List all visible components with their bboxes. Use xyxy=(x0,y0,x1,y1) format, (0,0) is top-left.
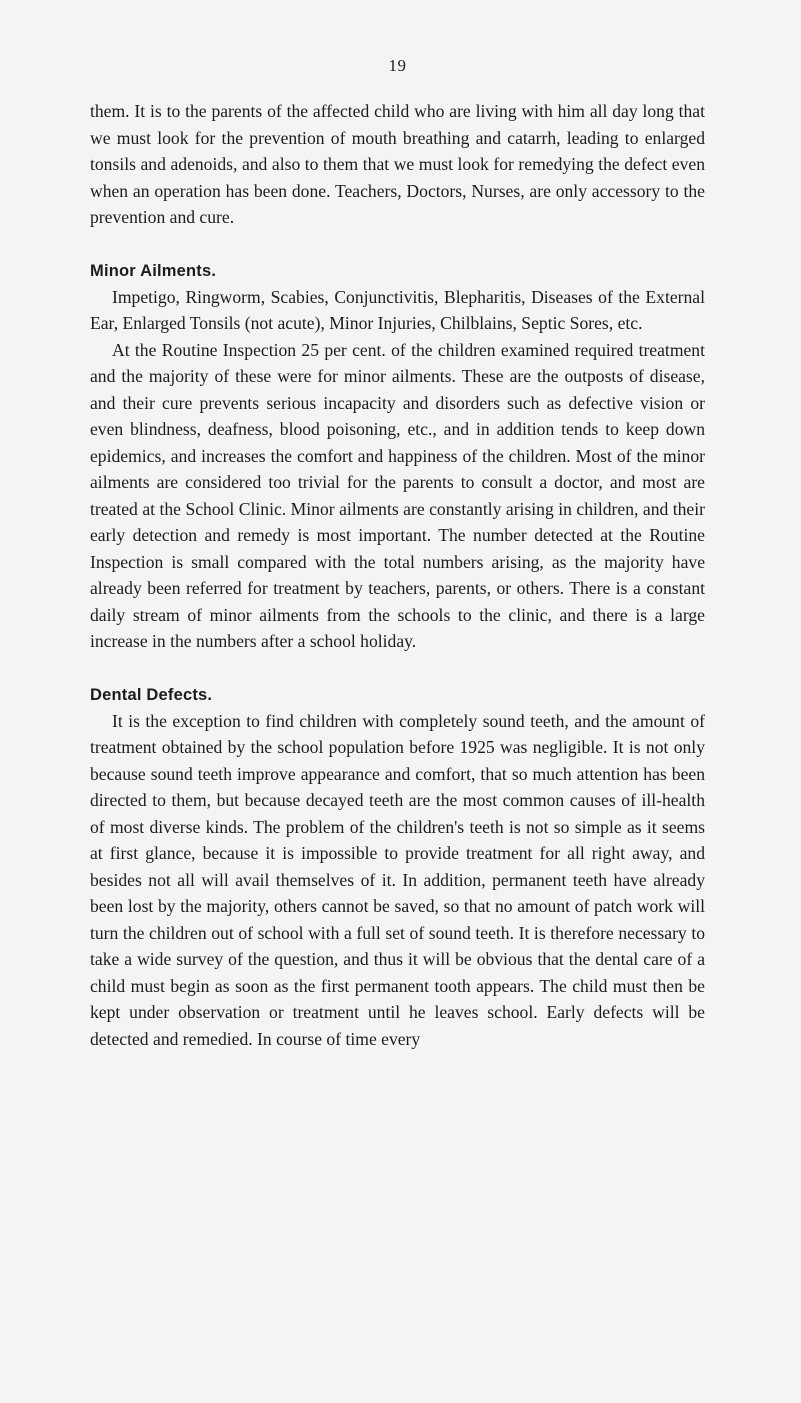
paragraph: It is the exception to find children with completely sound teeth, and the amount of treatment obtained by the school population before 1925 was negligible. It is not only because sound teeth improve appearance and comfort, that so much attention has been directed to them, but because decayed teeth are the most common causes of ill-health of most diverse kinds. The problem of the children's teeth is not so simple as it seems at first glance, because it is impossible to provide treatment for all right away, and besides not all will avail themselves of it. In addition, permanent teeth have already been lost by the majority, others cannot be saved, so that no amount of patch work will turn the children out of school with a full set of sound teeth. It is therefore necessary to take a wide survey of the question, and thus it will be obvious that the dental care of a child must begin as soon as the first permanent tooth appears. The child must then be kept under observation or treatment until he leaves school. Early defects will be detected and remedied. In course of time every xyxy=(90,710,705,1049)
paragraph: Impetigo, Ringworm, Scabies, Conjunctivitis, Blepharitis, Diseases of the External Ear, Enlarged Tonsils (not acute), Minor Injuries, Chilblains, Septic Sores, etc. xyxy=(90,286,705,333)
section-heading: Dental Defects. xyxy=(90,685,213,704)
section-heading: Minor Ailments. xyxy=(90,261,217,280)
document-page xyxy=(90,56,705,1052)
page-number: 19 xyxy=(388,56,407,75)
paragraph: At the Routine Inspection 25 per cent. of the children examined required treatment and the majority of these were for minor ailments. These are the outposts of disease, and their cure prevents serious incapacity and disorders such as defective vision or even blindness, deafness, blood poisoning, etc., and in addition tends to keep down epidemics, and increases the comfort and happiness of the children. Most of the minor ailments are considered too trivial for the parents to consult a doctor, and most are treated at the School Clinic. Minor ailments are constantly arising in children, and their early detection and remedy is most important. The number detected at the Routine Inspection is small compared with the total numbers arising, as the majority have already been referred for treatment by teachers, parents, or others. There is a constant daily stream of minor ailments from the schools to the clinic, and there is a large increase in the numbers after a school holiday. xyxy=(90,339,705,651)
section-minor-ailments xyxy=(90,258,705,655)
section-dental-defects xyxy=(90,682,705,1053)
opening-paragraph: them. It is to the parents of the affected child who are living with him all day long that we must look for the prevention of mouth breathing and catarrh, leading to enlarged tonsils and adenoids, and also to them that we must look for remedying the defect even when an operation has been done. Teachers, Doctors, Nurses, are only accessory to the prevention and cure. xyxy=(90,101,705,227)
